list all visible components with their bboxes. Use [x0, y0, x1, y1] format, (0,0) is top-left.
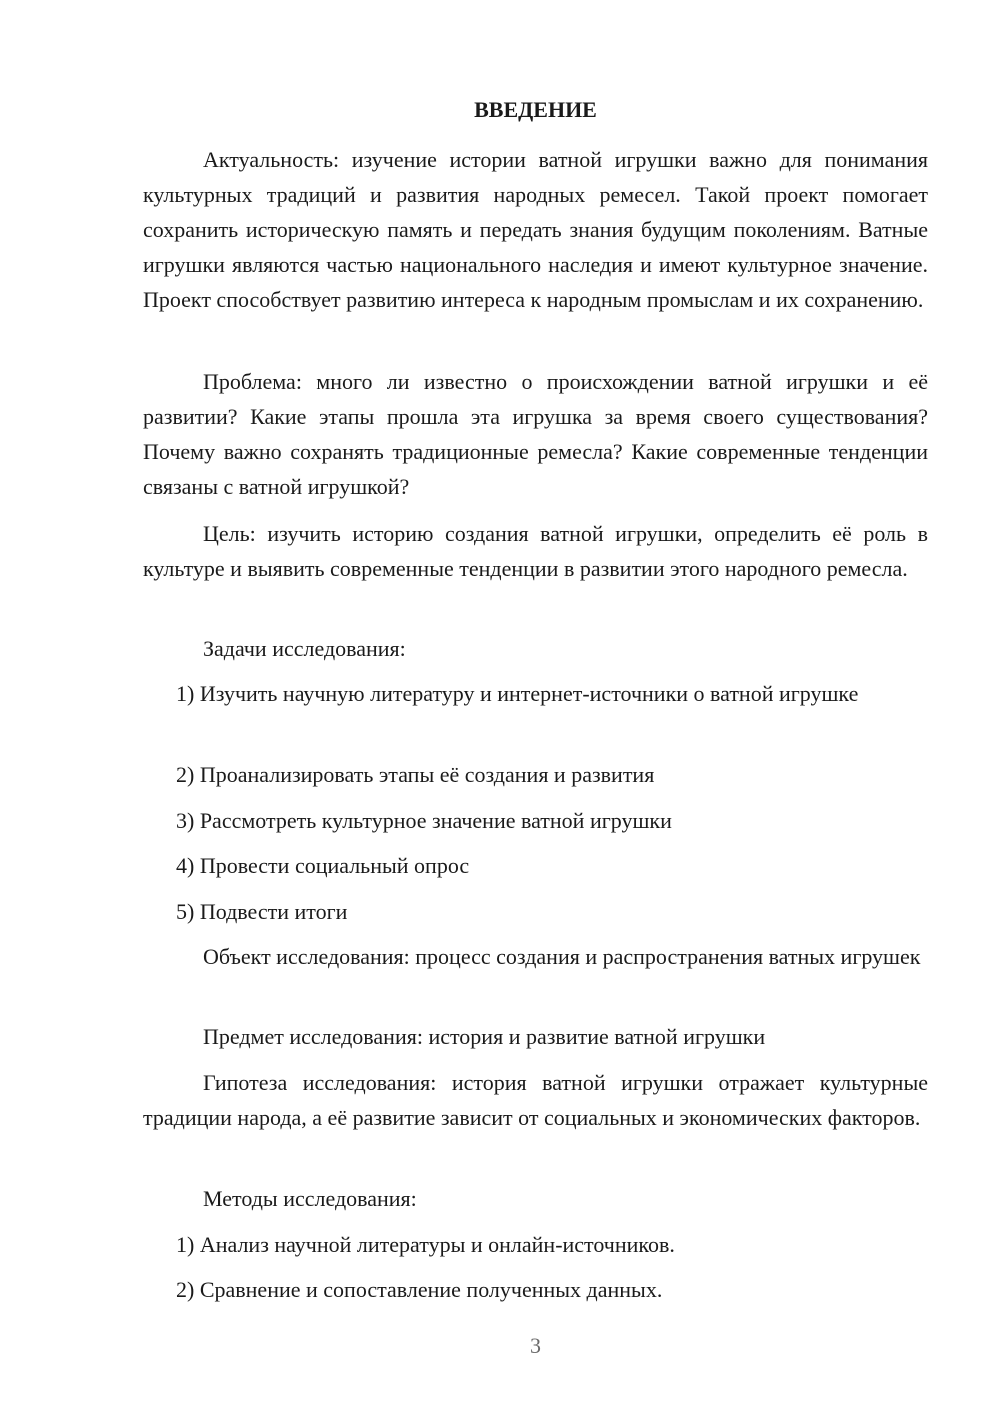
method-item: 2) Сравнение и сопоставление полученных данных.	[176, 1277, 663, 1302]
task-item: 5) Подвести итоги	[176, 899, 348, 924]
page-title: ВВЕДЕНИЕ	[474, 97, 597, 122]
relevance-paragraph: Актуальность: изучение истории ватной игрушки важно для понимания культурных традиций и развития народных ремесел. Такой проект помогает сохранить историческую память и передать знания будущим поколениям. Ватные игрушки являются частью национального наследия и имеют культурное значение. Проект способствует развитию интереса к народным промыслам и их сохранению.	[143, 147, 928, 312]
object-paragraph: Объект исследования: процесс создания и распространения ватных игрушек	[203, 944, 921, 969]
task-item: 1) Изучить научную литературу и интернет-источники о ватной игрушке	[176, 681, 859, 706]
methods-heading: Методы исследования:	[203, 1186, 417, 1211]
method-item: 1) Анализ научной литературы и онлайн-источников.	[176, 1232, 675, 1257]
task-item: 3) Рассмотреть культурное значение ватной игрушки	[176, 808, 672, 833]
goal-paragraph: Цель: изучить историю создания ватной игрушки, определить её роль в культуре и выявить современные тенденции в развитии этого народного ремесла.	[143, 521, 928, 581]
page-number: 3	[530, 1333, 541, 1358]
task-item: 4) Провести социальный опрос	[176, 853, 470, 878]
task-item: 2) Проанализировать этапы её создания и развития	[176, 762, 655, 787]
subject-paragraph: Предмет исследования: история и развитие ватной игрушки	[203, 1024, 766, 1049]
problem-paragraph: Проблема: много ли известно о происхождении ватной игрушки и её развитии? Какие этапы прошла эта игрушка за время своего существования? Почему важно сохранять традиционные ремесла? Какие современные тенденции связаны с ватной игрушкой?	[143, 369, 928, 499]
tasks-heading: Задачи исследования:	[203, 636, 406, 661]
hypothesis-paragraph: Гипотеза исследования: история ватной игрушки отражает культурные традиции народа, а её развитие зависит от социальных и экономических факторов.	[143, 1070, 928, 1130]
